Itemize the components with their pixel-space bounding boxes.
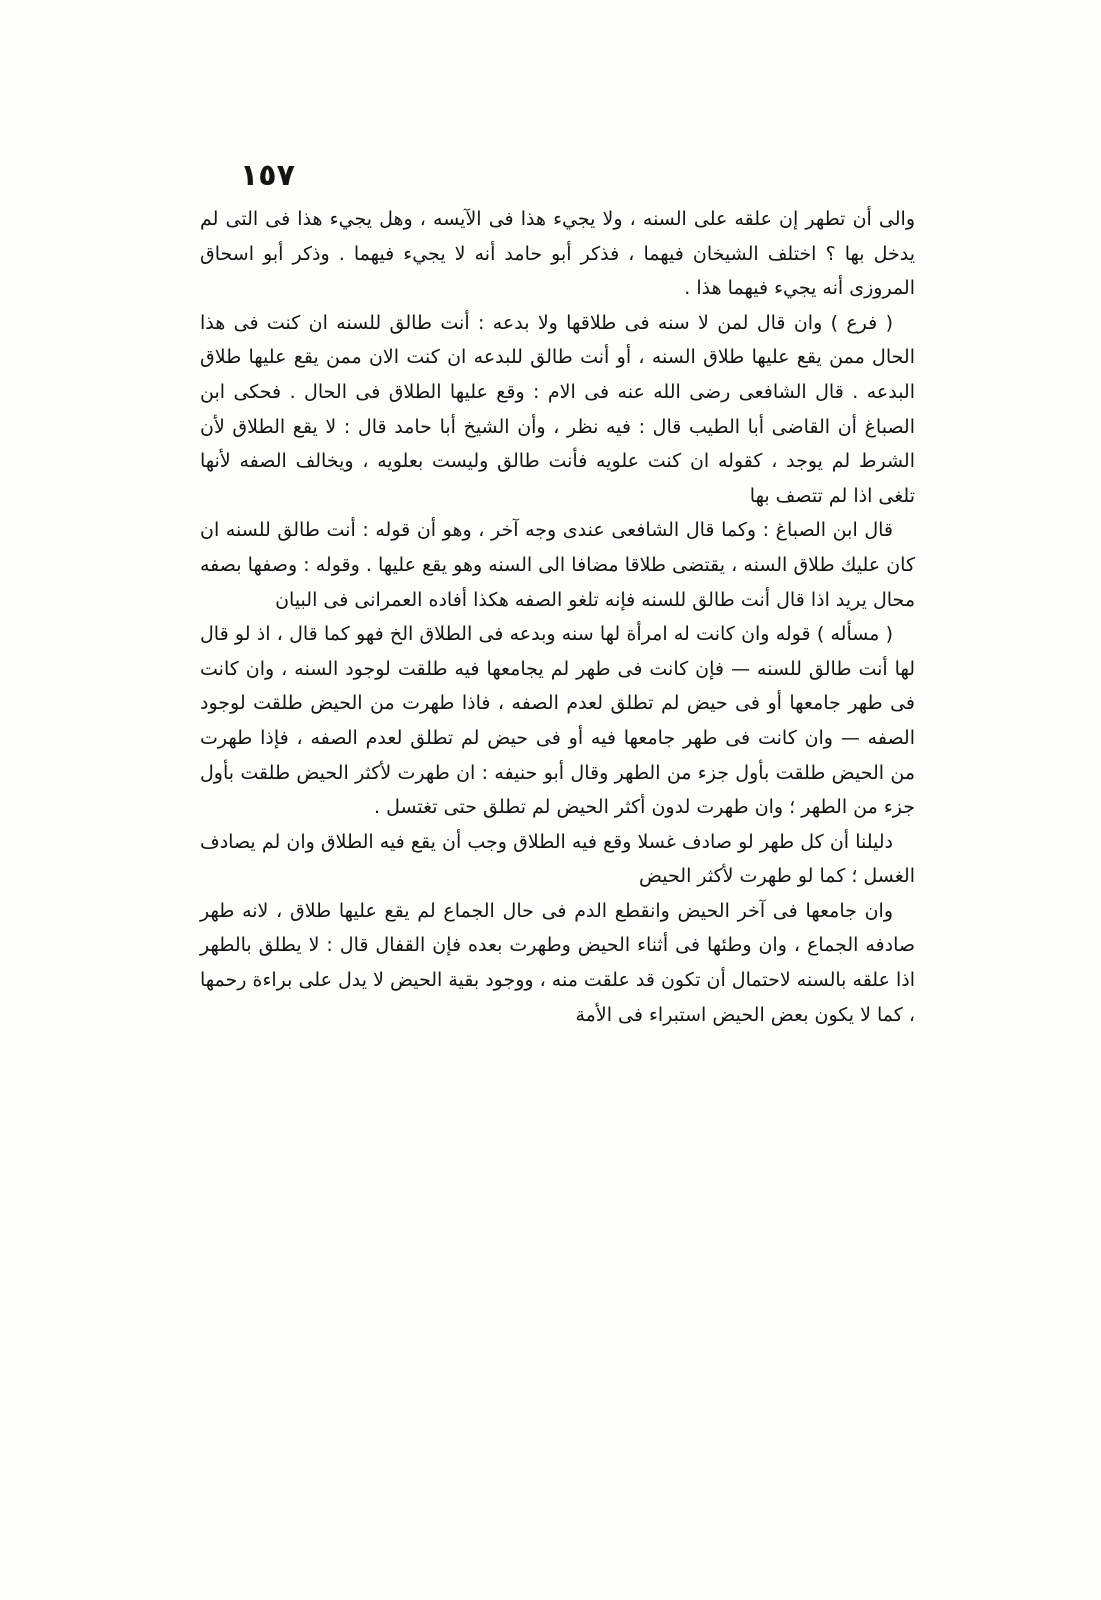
paragraph: ( مسأله ) قوله وان كانت له امرأة لها سنه وبدعه فى الطلاق الخ فهو كما قال ، اذ لو قال لها أنت طالق للسنه — فإن كانت فى طهر لم يجامعها فيه طلقت لوجود السنه ، وان كانت فى طهر جامعها أو فى حيض لم تطلق لعدم الصفه ، فاذا طهرت من الحيض طلقت لوجود الصفه — وان كانت فى طهر جامعها فيه أو فى حيض لم تطلق لعدم الصفه ، فإذا طهرت من الحيض طلقت بأول جزء من الطهر وقال أبو حنيفه : ان طهرت لأكثر الحيض طلقت بأول جزء من الطهر ؛ وان طهرت لدون أكثر الحيض لم تطلق حتى تغتسل . (200, 623, 915, 819)
paragraph: قال ابن الصباغ : وكما قال الشافعى عندى وجه آخر ، وهو أن قوله : أنت طالق للسنه ان كان عليك طلاق السنه ، يقتضى طلاقا مضافا الى السنه وهو يقع عليها . وقوله : وصفها بصفه محال يريد اذا قال أنت طالق للسنه فإنه تلغو الصفه هكذا أفاده العمرانى فى البيان (200, 519, 915, 611)
paragraph: ( فرع ) وان قال لمن لا سنه فى طلاقها ولا بدعه : أنت طالق للسنه ان كنت فى هذا الحال ممن يقع عليها طلاق السنه ، أو أنت طالق للبدعه ان كنت الان ممن يقع عليها طلاق البدعه . قال الشافعى رضى الله عنه فى الام : وقع عليها الطلاق فى الحال . فحكى ابن الصباغ أن القاضى أبا الطيب قال : فيه نظر ، وأن الشيخ أبا حامد قال : لا يقع الطلاق لأن الشرط لم يوجد ، كقوله ان كنت علويه فأنت طالق وليست بعلويه ، ويخالف الصفه لأنها تلغى اذا لم تتصف بها (200, 311, 915, 507)
paragraph: دليلنا أن كل طهر لو صادف غسلا وقع فيه الطلاق وجب أن يقع فيه الطلاق وان لم يصادف الغسل ؛ كما لو طهرت لأكثر الحيض (200, 830, 915, 888)
paragraph: وان جامعها فى آخر الحيض وانقطع الدم فى حال الجماع لم يقع عليها طلاق ، لانه طهر صادفه الجماع ، وان وطئها فى أثناء الحيض وطهرت بعده فإن القفال قال : لا يطلق بالطهر اذا علقه بالسنه لاحتمال أن تكون قد علقت منه ، ووجود بقية الحيض لا يدل على براءة رحمها ، كما لا يكون بعض الحيض استبراء فى الأمة (200, 899, 915, 1026)
page-number: ١٥٧ (240, 158, 295, 193)
paragraph: والى أن تطهر إن علقه على السنه ، ولا يجيء هذا فى الآيسه ، وهل يجيء هذا فى التى لم يدخل بها ؟ اختلف الشيخان فيهما ، فذكر أبو حامد أنه لا يجيء فيهما . وذكر أبو اسحاق المروزى أنه يجيء فيهما هذا . (200, 208, 915, 300)
body-text (200, 202, 915, 1032)
